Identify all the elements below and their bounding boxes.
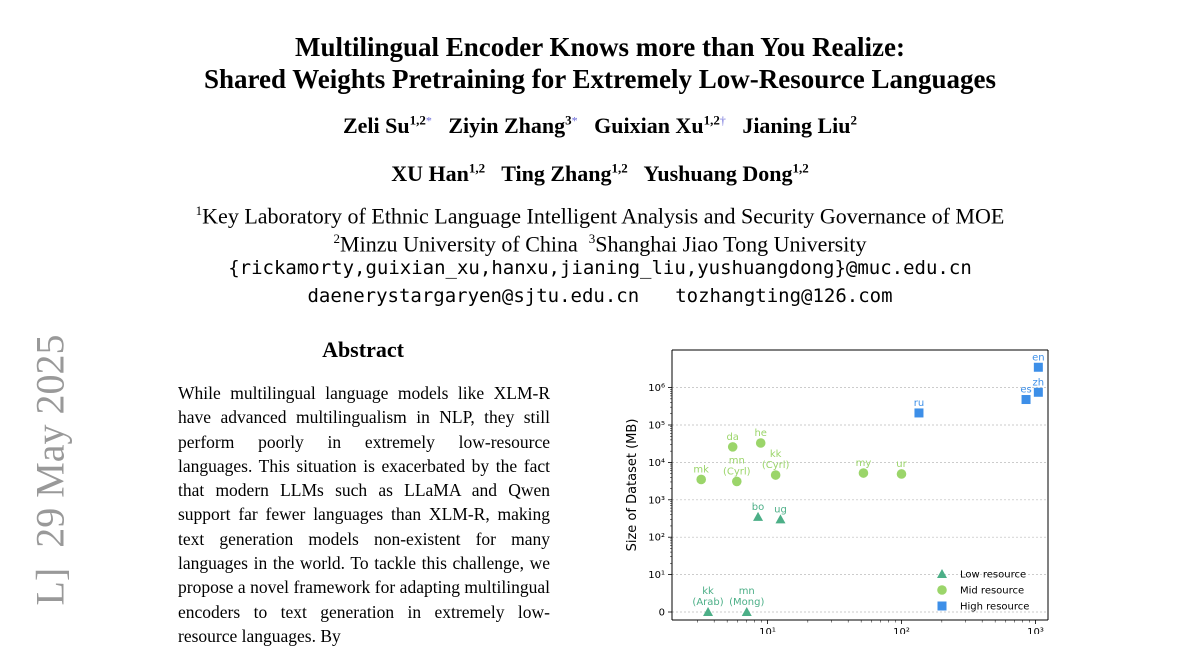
author: Ziyin Zhang$^{3*}$ bbox=[448, 113, 578, 139]
point-label: ur bbox=[896, 458, 907, 470]
email-address: tozhangting@126.com bbox=[675, 285, 893, 307]
y-tick-label: 10⁵ bbox=[648, 420, 665, 432]
affiliation-line-1: $^1$Key Laboratory of Ethnic Language Intelligent Analysis and Security Governance of MOE bbox=[195, 203, 1005, 229]
data-point bbox=[914, 408, 923, 417]
point-label: mk bbox=[693, 464, 709, 476]
legend-marker bbox=[937, 585, 947, 595]
data-point bbox=[897, 469, 907, 479]
y-tick-label: 10¹ bbox=[648, 570, 665, 582]
data-point bbox=[728, 442, 738, 452]
point-label: mn bbox=[738, 586, 755, 597]
point-label: ug bbox=[774, 504, 787, 516]
data-point bbox=[732, 477, 742, 487]
paper-title-line-1: Multilingual Encoder Knows more than You Realize: bbox=[294, 32, 906, 62]
abstract-heading: Abstract bbox=[322, 337, 404, 362]
paper-title-line-2: Shared Weights Pretraining for Extremely Low-Resource Languages bbox=[204, 64, 996, 94]
x-tick-label: 10³ bbox=[1027, 627, 1044, 634]
point-label: (Cyrl) bbox=[722, 466, 751, 478]
data-point bbox=[742, 607, 752, 616]
data-point bbox=[1034, 363, 1043, 372]
point-label: ru bbox=[913, 397, 925, 409]
email-line-2 bbox=[0, 282, 1200, 310]
legend-label: Low resource bbox=[960, 569, 1027, 581]
point-label: zh bbox=[1032, 377, 1045, 389]
email-line-1: {rickamorty,guixian_xu,hanxu,jianing_liu,yushuangdong}@muc.edu.cn bbox=[228, 257, 972, 279]
author: Guixian $Xu^{1,2\dagger}$ bbox=[594, 113, 726, 139]
data-point bbox=[756, 438, 766, 448]
x-tick-label: 10¹ bbox=[759, 627, 776, 634]
y-tick-label: 10⁶ bbox=[648, 383, 665, 395]
arxiv-sidebar-stamp: L]29 May 2025 bbox=[27, 334, 73, 606]
point-label: he bbox=[754, 428, 767, 440]
point-label: en bbox=[1032, 352, 1045, 364]
abstract-text: While multilingual language models like XLM-R have advanced multilingualism in NLP, they still perform poorly in extremely low-resource languages. This situation is exacerbated by the fact that modern LLMs such as LLaMA and Qwen support far fewer languages than XLM-R, making text generation models non-existent for many languages in the world. To tackle this challenge, we propose a novel framework for adapting multilingual encoders to text generation in extremely low-resource languages. By bbox=[178, 383, 550, 646]
point-label: bo bbox=[751, 501, 765, 513]
author: Jianing Liu$^2$ bbox=[742, 113, 858, 139]
data-point bbox=[1022, 395, 1031, 404]
affiliation-line-2: $^2$Minzu University of China $^3$Shanghai Jiao Tong University bbox=[333, 231, 867, 257]
author: Ting Zhang$^{1,2}$ bbox=[501, 161, 628, 187]
x-tick-label: 10² bbox=[893, 627, 910, 634]
legend-marker bbox=[937, 569, 947, 578]
point-label: (Arab) bbox=[692, 597, 724, 608]
point-label: kk bbox=[769, 449, 782, 461]
data-point bbox=[859, 468, 869, 478]
data-point bbox=[703, 607, 713, 616]
y-axis-label: Size of Dataset (MB) bbox=[625, 418, 640, 552]
authors-row-2 bbox=[0, 156, 1200, 187]
point-label: es bbox=[1020, 384, 1032, 396]
data-point bbox=[696, 475, 706, 485]
data-point bbox=[775, 514, 785, 523]
authors-row-1 bbox=[0, 108, 1200, 139]
data-point bbox=[1034, 388, 1043, 397]
data-point bbox=[771, 470, 781, 480]
legend-label: Mid resource bbox=[960, 585, 1025, 597]
point-label: kk bbox=[702, 586, 714, 597]
author: Yushuang Dong$^{1,2}$ bbox=[643, 161, 809, 187]
y-tick-label: 10³ bbox=[648, 495, 665, 507]
point-label: (Mong) bbox=[729, 597, 765, 608]
legend-marker bbox=[938, 602, 947, 611]
author: XU Han$^{1,2}$ bbox=[391, 161, 486, 187]
y-tick-label: 10² bbox=[648, 532, 665, 544]
point-label: mn bbox=[728, 455, 745, 467]
dataset-size-chart bbox=[612, 344, 1052, 634]
point-label: da bbox=[726, 431, 739, 443]
email-address: daenerystargaryen@sjtu.edu.cn bbox=[307, 285, 640, 307]
data-point bbox=[753, 512, 763, 521]
y-tick-label: 10⁴ bbox=[648, 457, 665, 469]
y-tick-label: 0 bbox=[658, 607, 665, 619]
author: Zeli $Su^{1,2*}$ bbox=[342, 113, 432, 139]
point-label: (Cyrl) bbox=[761, 460, 790, 472]
point-label: my bbox=[855, 458, 872, 470]
legend-label: High resource bbox=[960, 601, 1030, 613]
